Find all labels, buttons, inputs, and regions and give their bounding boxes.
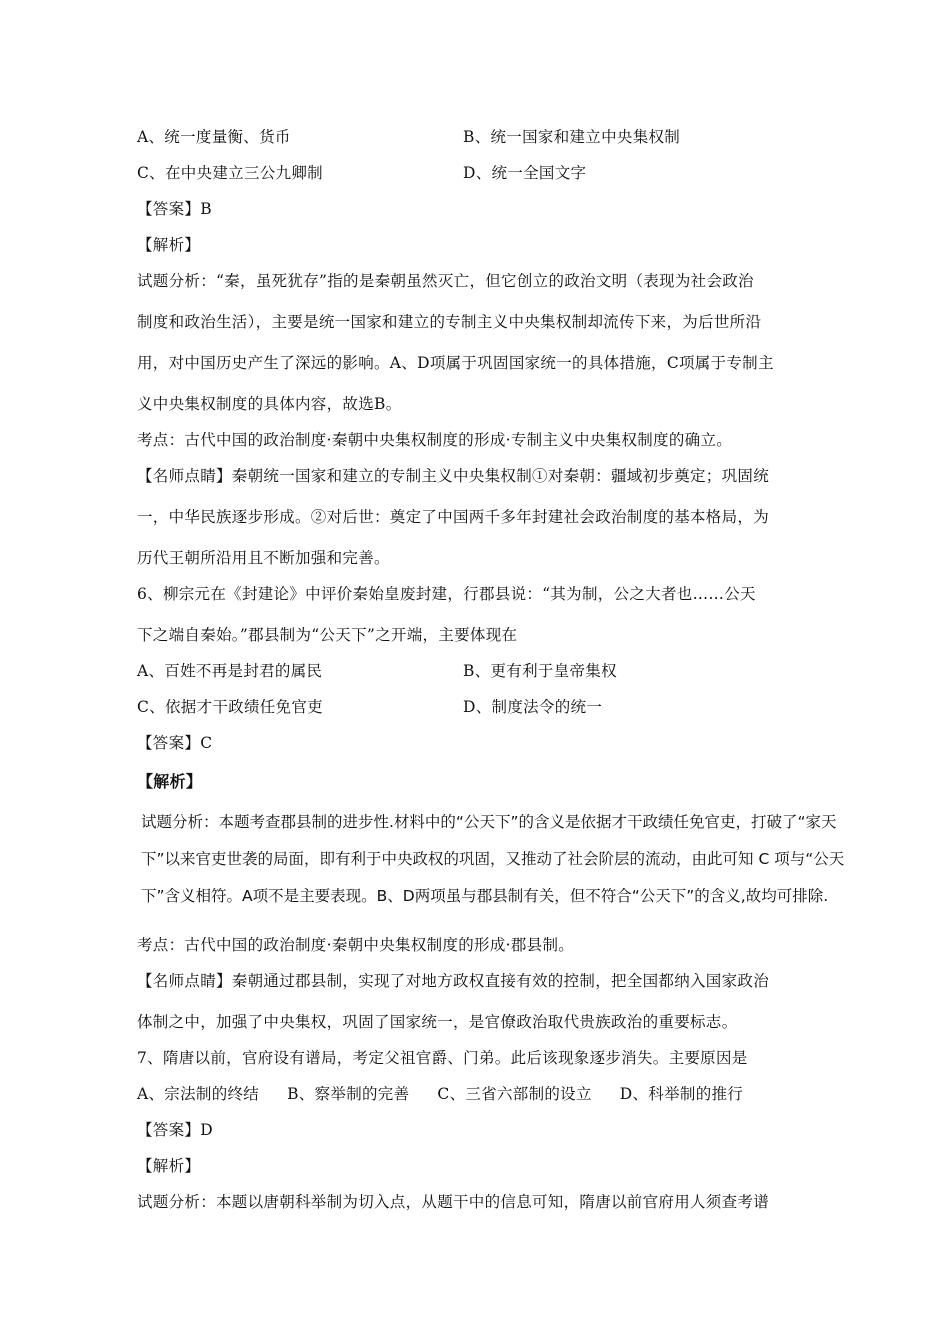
q6-mingshi-line: 体制之中，加强了中央集权，巩固了国家统一，是官僚政治取代贵族政治的重要标志。 bbox=[137, 1013, 738, 1031]
q5-mingshi-line: 历代王朝所沿用且不断加强和完善。 bbox=[137, 549, 390, 567]
q6-option-d: D、制度法令的统一 bbox=[463, 698, 603, 716]
q6-option-c: C、依据才干政绩任免官吏 bbox=[137, 698, 323, 716]
q5-kaodian: 考点：古代中国的政治制度·秦朝中央集权制度的形成·专制主义中央集权制度的确立。 bbox=[137, 431, 733, 449]
q6-mingshi-line: 【名师点睛】秦朝通过郡县制，实现了对地方政权直接有效的控制，把全国都纳入国家政治 bbox=[137, 972, 770, 990]
q5-analysis-line: 义中央集权制度的具体内容，故选B。 bbox=[137, 395, 402, 413]
q7-stem: 7、隋唐以前，官府设有谱局，考定父祖官爵、门弟。此后该现象逐步消失。主要原因是 bbox=[137, 1049, 748, 1067]
q7-analysis-title: 【解析】 bbox=[137, 1157, 201, 1175]
q7-option-a: A、宗法制的终结 bbox=[137, 1085, 260, 1103]
q6-analysis-line: 试题分析：本题考查郡县制的进步性.材料中的“公天下”的含义是依据才干政绩任免官吏，打破了“家天 bbox=[141, 813, 837, 831]
q5-option-a: A、统一度量衡、货币 bbox=[137, 128, 291, 146]
q6-analysis-line: 下”以来官吏世袭的局面，即有利于中央政权的巩固，又推动了社会阶层的流动，由此可知 C 项与“公天 bbox=[141, 850, 845, 868]
q5-analysis-line: 试题分析：“秦，虽死犹存”指的是秦朝虽然灭亡，但它创立的政治文明（表现为社会政治 bbox=[137, 272, 754, 290]
q6-answer: 【答案】C bbox=[137, 734, 213, 752]
q5-option-c: C、在中央建立三公九卿制 bbox=[137, 164, 323, 182]
q7-options-row bbox=[137, 1084, 743, 1104]
q5-mingshi-line: 【名师点睛】秦朝统一国家和建立的专制主义中央集权制①对秦朝：疆域初步奠定；巩固统 bbox=[137, 467, 770, 485]
q7-analysis-line: 试题分析：本题以唐朝科举制为切入点，从题干中的信息可知，隋唐以前官府用人须查考谱 bbox=[137, 1193, 770, 1211]
q5-option-d: D、统一全国文字 bbox=[463, 164, 587, 182]
q5-mingshi-line: 一，中华民族逐步形成。②对后世：奠定了中国两千多年封建社会政治制度的基本格局，为 bbox=[137, 508, 770, 526]
q6-analysis-line: 下”含义相符。A项不是主要表现。B、D两项虽与郡县制有关，但不符合“公天下”的含义,故均可排除. bbox=[141, 887, 829, 905]
q6-option-a: A、百姓不再是封君的属民 bbox=[137, 662, 323, 680]
q7-option-b: B、察举制的完善 bbox=[287, 1085, 410, 1103]
q6-analysis-title: 【解析】 bbox=[137, 772, 203, 791]
q7-option-d: D、科举制的推行 bbox=[619, 1085, 744, 1103]
q6-stem-line: 6、柳宗元在《封建论》中评价秦始皇废封建，行郡县说：“其为制，公之大者也……公天 bbox=[137, 585, 756, 603]
q5-analysis-line: 制度和政治生活），主要是统一国家和建立的专制主义中央集权制却流传下来，为后世所沿 bbox=[137, 313, 762, 331]
q7-option-c: C、三省六部制的设立 bbox=[437, 1085, 592, 1103]
q5-option-b: B、统一国家和建立中央集权制 bbox=[463, 128, 681, 146]
q5-analysis-line: 用，对中国历史产生了深远的影响。A、D项属于巩固国家统一的具体措施，C项属于专制主 bbox=[137, 354, 774, 372]
q6-stem-line: 下之端自秦始。”郡县制为“公天下”之开端，主要体现在 bbox=[137, 626, 518, 644]
q5-analysis-title: 【解析】 bbox=[137, 236, 201, 254]
q6-option-b: B、更有利于皇帝集权 bbox=[463, 662, 617, 680]
q7-answer: 【答案】D bbox=[137, 1121, 213, 1139]
q5-answer: 【答案】B bbox=[137, 200, 212, 218]
q6-kaodian: 考点：古代中国的政治制度·秦朝中央集权制度的形成·郡县制。 bbox=[137, 936, 575, 954]
